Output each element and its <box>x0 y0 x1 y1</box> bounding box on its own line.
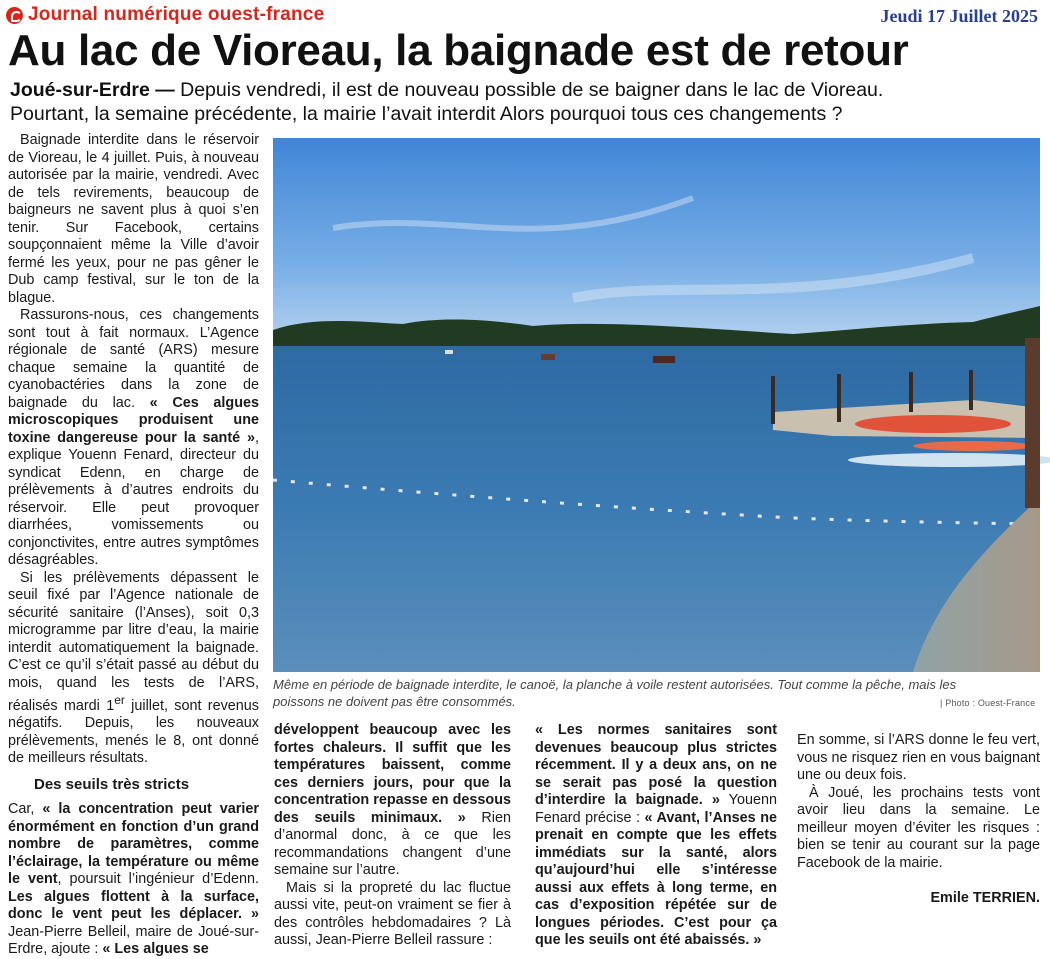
brand[interactable] <box>6 4 324 26</box>
paragraph <box>8 801 259 959</box>
lede-text-1: Depuis vendredi, il est de nouveau possible de se baigner dans le lac de Vioreau. <box>174 79 884 101</box>
quote: Les algues flottent à la surface, donc le vent peut les déplacer. » <box>8 888 259 923</box>
dock-post <box>969 370 973 410</box>
ouest-france-logo-icon <box>6 7 23 24</box>
superscript: er <box>114 693 125 707</box>
boat <box>653 356 675 363</box>
paragraph <box>274 722 511 880</box>
article-column-1 <box>8 132 259 959</box>
lede-line-2: Pourtant, la semaine précédente, la mairie l’avait interdit Alors pourquoi tous ces changements ? <box>10 103 843 125</box>
quote: « Les normes sanitaires sont devenues beaucoup plus strictes récemment. Il y a deux ans, on ne se serait pas posé la question d’interdire la baignade. » <box>535 722 777 808</box>
quote: « la concentration peut varier énormément en fonction d’un grand nombre de paramètres, comme l’éclairage, la température ou même le vent <box>8 801 260 888</box>
text: juillet, sont revenus négatifs. Depuis, les nouveaux prélèvements, menés le 8, ont donné de meilleurs résultats. <box>8 697 259 767</box>
lake-photo-illustration <box>273 138 1040 672</box>
quote: « Les algues se <box>102 941 209 958</box>
article-column-4 <box>797 732 1040 908</box>
sky <box>273 138 1040 348</box>
photo-credit: | Photo : Ouest-France <box>940 698 1036 708</box>
canoe <box>855 415 1011 433</box>
dateline: Joué-sur-Erdre — <box>10 79 175 101</box>
text: Rien d’anormal donc, à ce que les recommandations changent d’une semaine sur l’autre. <box>274 809 511 878</box>
paragraph: À Joué, les prochains tests vont avoir lieu dans la semaine. Le meilleur moyen d’éviter les risques : bien se tenir au courant sur la page Facebook de la mairie. <box>797 784 1040 871</box>
dock-post <box>909 372 913 412</box>
text: , explique Youenn Fenard, directeur du syndicat Edenn, en charge de prélèvements à d’autres endroits du réservoir. Elle peut provoquer diarrhées, vomissements ou conjonctivites, entre autres symptômes désagréables. <box>8 429 259 568</box>
paragraph: En somme, si l’ARS donne le feu vert, vous ne risquez rien en vous baignant une ou deux fois. <box>797 732 1040 783</box>
paragraph <box>8 307 259 570</box>
text: Si les prélèvements dépassent le seuil fixé par l’Agence nationale de sécurité sanitaire (l’Anses), soit 0,3 microgramme par litre d’eau, la mairie interdit automatiquement la baignade. C’est ce qu’il s’était passé au début du mois, quand les tests de l’ARS, réalisés mardi 1 <box>8 569 259 714</box>
paragraph <box>535 722 777 950</box>
dock-post <box>771 376 775 424</box>
text: Car, <box>8 801 43 818</box>
article-headline: Au lac de Vioreau, la baignade est de retour <box>8 26 909 75</box>
photo-caption: Même en période de baignade interdite, le canoë, la planche à voile restent autorisées. Tout comme la pêche, mais les poissons ne doivent pas être consommés. <box>273 677 957 709</box>
lake-water <box>273 346 1040 672</box>
paddleboard <box>848 453 1050 467</box>
canoe <box>913 441 1033 451</box>
paragraph: Baignade interdite dans le réservoir de Vioreau, le 4 juillet. Puis, à nouveau autorisée par la mairie, vendredi. Avec de tels revirements, beaucoup de baigneurs ne savent plus à quoi s’en tenir. Sur Facebook, certains soupçonnaient même la Ville d’avoir fermé les yeux, pour ne pas gêner le Dub camp festival, sur le ton de la blague. <box>8 132 259 306</box>
section-subheading: Des seuils très stricts <box>34 775 190 793</box>
article-column-2 <box>274 722 511 950</box>
author-byline: Emile TERRIEN. <box>930 890 1040 906</box>
boat <box>445 350 453 354</box>
boat <box>541 354 555 360</box>
paragraph: Mais si la propreté du lac fluctue aussi vite, peut-on vraiment se fier à des contrôles hebdomadaires ? Là aussi, Jean-Pierre Belleil rassure : <box>274 879 511 948</box>
paragraph <box>8 570 259 768</box>
quote: « Ces algues microscopiques produisent une toxine dangereuse pour la santé » <box>8 394 259 446</box>
brand-name: Journal numérique ouest-france <box>28 4 325 25</box>
text: Rassurons-nous, ces changements sont tout à fait normaux. L’Agence régionale de santé (ARS) mesure chaque semaine la quantité de cyanobactéries dans la zone de baignade du lac. <box>8 307 259 411</box>
person <box>1025 338 1040 508</box>
lake-photo <box>273 138 1040 672</box>
quote: « Avant, l’Anses ne prenait en compte que les effets immédiats sur la santé, alors qu’aujourd’hui elle s’intéresse aussi aux effets à long terme, en cas d’exposition répétée sur de longues périodes. C’est pour ça que les seuils ont été abaissés. » <box>535 809 777 948</box>
text: , poursuit l’ingénieur d’Edenn. <box>57 871 259 888</box>
article-column-3 <box>535 722 777 950</box>
dock-post <box>837 374 841 422</box>
article-lede <box>10 78 1010 126</box>
text: Jean-Pierre Belleil, maire de Joué-sur-Erdre, ajoute : <box>8 923 259 958</box>
issue-date: Jeudi 17 Juillet 2025 <box>880 6 1038 26</box>
lede-line-1 <box>10 78 1010 102</box>
quote: développent beaucoup avec les fortes chaleurs. Il suffit que les températures baissent, comme ces derniers jours, pour que la concentration repasse en dessous des seuils minimaux. » <box>274 722 511 826</box>
text: Youenn Fenard précise : <box>535 792 777 826</box>
